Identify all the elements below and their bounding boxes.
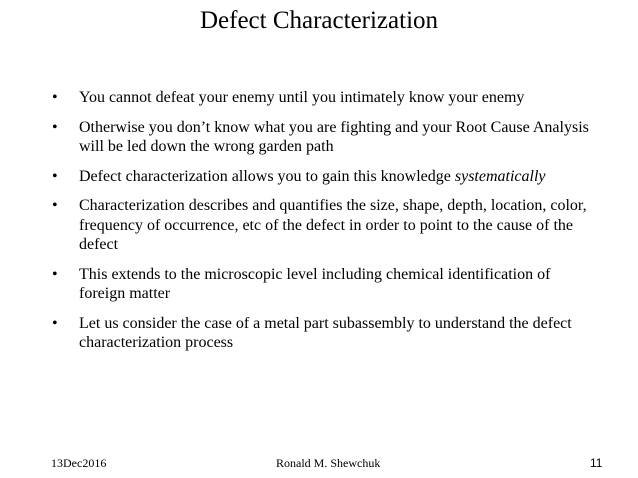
bullet-item-3 (50, 167, 590, 187)
bullet-icon: • (52, 118, 58, 136)
bullet-text: This extends to the microscopic level including chemical identification of foreign matter (79, 265, 551, 302)
footer-date: 13Dec2016 (51, 456, 107, 470)
bullet-emphasis: systematically (454, 167, 546, 185)
bullet-text: Characterization describes and quantifies the size, shape, depth, location, color, frequency of occurrence, etc of the defect in order to point to the cause of the defect (79, 197, 587, 253)
bullet-icon: • (52, 314, 58, 332)
bullet-text: You cannot defeat your enemy until you intimately know your enemy (79, 89, 525, 106)
bullet-icon: • (52, 167, 58, 185)
bullet-item-1 (50, 88, 590, 108)
bullet-icon: • (52, 265, 58, 283)
bullet-item-4 (50, 196, 590, 255)
bullet-item-5 (50, 265, 590, 304)
bullet-item-2 (50, 118, 590, 157)
bullet-text: Defect characterization allows you to gain this knowledge (79, 167, 455, 185)
bullet-text: Let us consider the case of a metal part subassembly to understand the defect characterization process (79, 314, 572, 351)
bullet-list (50, 88, 590, 363)
slide-title: Defect Characterization (199, 7, 439, 34)
page-number: 11 (590, 456, 603, 470)
bullet-text: Otherwise you don’t know what you are fighting and your Root Cause Analysis will be led down the wrong garden path (79, 118, 589, 155)
bullet-icon: • (52, 89, 58, 106)
bullet-icon: • (52, 197, 58, 214)
footer-author: Ronald M. Shewchuk (276, 456, 381, 470)
bullet-item-6 (50, 314, 590, 353)
